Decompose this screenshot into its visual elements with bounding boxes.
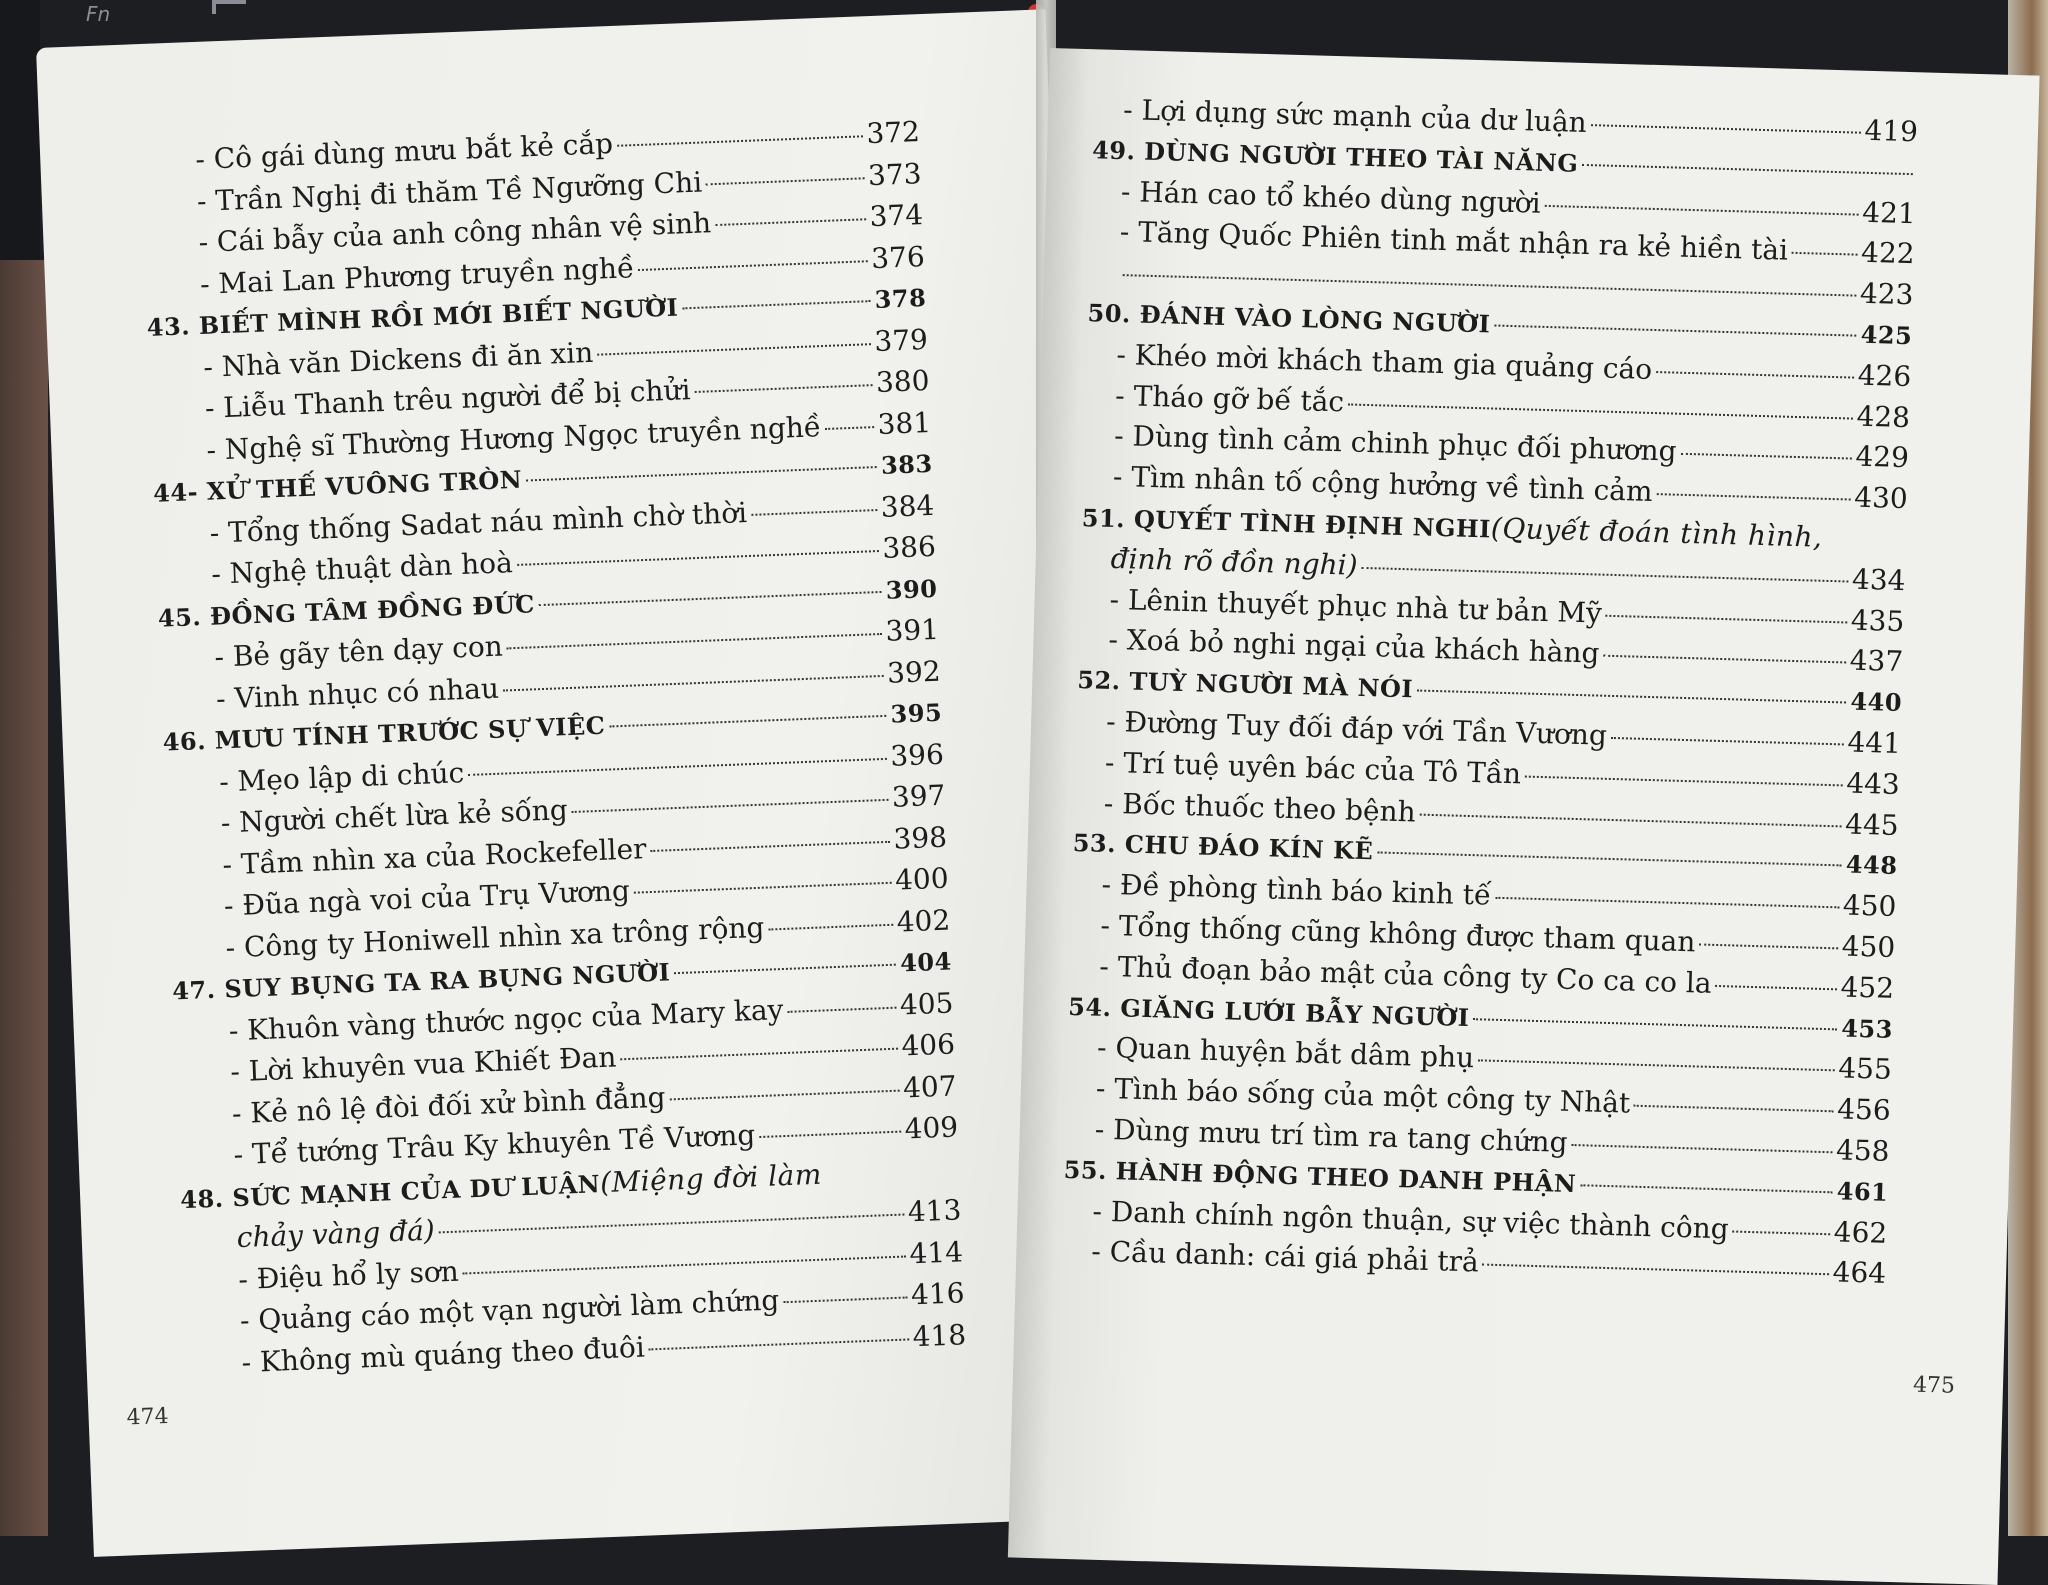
toc-page-number: 448 (1845, 849, 1898, 881)
toc-page-number: 455 (1837, 1051, 1893, 1087)
toc-entry-title: 44- XỬ THẾ VUÔNG TRÒN (152, 464, 523, 508)
windows-key-icon (212, 0, 246, 14)
toc-page-number: 405 (899, 986, 954, 1022)
toc-entry-title: 54. GIĂNG LƯỚI BẪY NGƯỜI (1067, 991, 1470, 1032)
toc-page-number: 464 (1832, 1255, 1887, 1291)
toc-dot-leader (715, 218, 866, 226)
keyboard-key-label: Fn (86, 2, 111, 26)
toc-dot-leader (1494, 325, 1856, 337)
toc-dot-leader (1361, 567, 1848, 583)
toc-dot-leader (1483, 1264, 1829, 1276)
toc-entry-title: - Dùng mưu trí tìm ra tang chứng (1094, 1112, 1568, 1159)
toc-page-number: 404 (899, 946, 953, 978)
toc-entry-title: 46. MƯU TÍNH TRƯỚC SỰ VIỆC (162, 710, 606, 757)
toc-dot-leader (783, 1296, 907, 1303)
desk-background (0, 0, 40, 300)
toc-dot-leader (1495, 897, 1839, 909)
right-page (1008, 48, 2040, 1585)
toc-entry-title: 51. QUYẾT TÌNH ĐỊNH NGHI (1081, 503, 1492, 544)
toc-entry-title: - Nghệ sĩ Thường Hương Ngọc truyền nghề (205, 409, 822, 467)
toc-dot-leader (597, 343, 870, 355)
toc-dot-leader (1545, 204, 1859, 215)
toc-page-number: 450 (1841, 929, 1896, 964)
toc-page-number: 461 (1836, 1176, 1889, 1207)
toc-entry-title: - Quan huyện bắt dâm phụ (1096, 1031, 1475, 1075)
toc-entry-title: - Cô gái dùng mưu bắt kẻ cắp (194, 126, 614, 176)
toc-page-number: 434 (1851, 562, 1906, 597)
toc-dot-leader (1715, 985, 1836, 990)
toc-entry-title: - Khéo mời khách tham gia quảng cáo (1116, 337, 1653, 386)
toc-dot-leader (1377, 852, 1842, 867)
toc-page-number: 426 (1857, 358, 1912, 393)
toc-entry-title: - Liễu Thanh trêu người để bị chửi (204, 373, 692, 425)
toc-entry-title: - Cái bẫy của anh công nhân vệ sinh (197, 206, 712, 259)
toc-page-number: 380 (875, 363, 931, 399)
toc-dot-leader (1571, 1144, 1832, 1153)
toc-page-number: 409 (904, 1110, 959, 1146)
toc-page-number: 374 (869, 198, 924, 234)
toc-page-number: 391 (884, 612, 940, 648)
toc-page-number: 450 (1842, 888, 1897, 924)
toc-entry-title: - Tháo gỡ bế tắc (1114, 378, 1345, 418)
toc-page-number: 441 (1847, 725, 1902, 761)
toc-dot-leader (1525, 775, 1842, 786)
toc-entry-title: - Hán cao tổ khéo dùng người (1120, 174, 1542, 220)
toc-dot-leader (1473, 1018, 1837, 1030)
toc-page-number: 381 (876, 405, 932, 441)
toc-entry-title: - Trần Nghị đi thăm Tề Ngưỡng Chi (196, 165, 703, 218)
toc-dot-leader (1348, 403, 1853, 419)
toc-page-number: 418 (912, 1317, 967, 1353)
toc-entry-title: - Tổng thống cũng không được tham quan (1100, 908, 1696, 959)
toc-page-number: 392 (886, 654, 942, 690)
toc-entry-title: 47. SUY BỤNG TA RA BỤNG NGƯỜI (171, 957, 671, 1006)
cloth-background (0, 260, 48, 1536)
toc-page-number: 414 (908, 1234, 964, 1270)
toc-page-number: 397 (891, 778, 946, 814)
toc-entry-title: - Quảng cáo một vạn người làm chứng (239, 1283, 780, 1338)
toc-page-number: 419 (1864, 113, 1919, 149)
toc-entry-title: - Tầm nhìn xa của Rockefeller (221, 831, 648, 881)
toc-page-number: 400 (894, 861, 950, 897)
toc-page-number: 458 (1835, 1133, 1890, 1168)
toc-entry-title: - Bẻ gãy tên dạy con (213, 629, 504, 674)
toc-page-number: 425 (1860, 319, 1913, 351)
toc-entry-title: - Tình báo sống của một công ty Nhật (1095, 1071, 1631, 1120)
toc-dot-leader (787, 1006, 896, 1012)
toc-page-number: 390 (885, 573, 938, 605)
toc-dot-leader (620, 1048, 897, 1061)
toc-dot-leader (526, 466, 877, 481)
toc-page-number: 440 (1850, 686, 1903, 718)
toc-entry-title: - Nghệ thuật dàn hoà (210, 546, 514, 591)
toc-dot-leader (669, 1089, 899, 1100)
toc-entry-title: 55. HÀNH ĐỘNG THEO DANH PHẬN (1063, 1154, 1577, 1198)
toc-entry-title: - Thủ đoạn bảo mật của công ty Co ca co la (1098, 949, 1713, 1000)
toc-entry-title: - Đũa ngà voi của Trụ Vương (223, 873, 631, 923)
toc-entry-title: 52. TUỲ NGƯỜI MÀ NÓI (1076, 665, 1414, 704)
toc-entry-title: - Tể tướng Trâu Ky khuyên Tề Vương (232, 1118, 756, 1172)
right-page-number: 475 (1912, 1372, 1956, 1399)
left-page-number: 474 (126, 1403, 170, 1431)
toc-page-number: 443 (1845, 766, 1901, 801)
toc-dot-leader (706, 177, 864, 185)
toc-page-number: 398 (892, 820, 948, 856)
toc-page-number: 437 (1849, 643, 1904, 679)
toc-dot-leader (463, 1255, 906, 1274)
toc-page-number: 395 (890, 697, 943, 729)
toc-entry-title: định rõ đồn nghi) (1110, 541, 1359, 582)
toc-entry-title: - Đường Tuy đối đáp với Tần Vương (1105, 704, 1608, 752)
toc-dot-leader (650, 840, 889, 851)
toc-dot-leader (517, 550, 879, 566)
toc-page-number: 384 (880, 488, 935, 524)
toc-entry-title: - Xoá bỏ nghi ngại của khách hàng (1108, 623, 1600, 670)
toc-dot-leader (634, 882, 891, 894)
toc-page-number: 373 (867, 156, 923, 192)
toc-entry-title: - Mẹo lập di chúc (218, 755, 465, 798)
toc-entry-title: - Nhà văn Dickens đi ăn xin (202, 335, 594, 384)
toc-page-number: 453 (1840, 1013, 1894, 1044)
toc-entry-title: 48. SỨC MẠNH CỦA DƯ LUẬN (179, 1168, 601, 1214)
toc-dot-leader (1603, 655, 1845, 664)
toc-page-number: 421 (1861, 195, 1917, 230)
toc-entry-title: - Không mù quáng theo đuôi (240, 1330, 646, 1379)
toc-dot-leader (439, 1214, 904, 1234)
toc-page-number: 383 (880, 448, 934, 480)
toc-entry-title: - Bốc thuốc theo bệnh (1103, 786, 1417, 829)
toc-dot-leader (468, 757, 886, 775)
toc-page-number: 378 (874, 283, 927, 314)
toc-dot-leader (751, 509, 877, 516)
toc-page-number: 372 (865, 115, 921, 151)
toc-entry-title: - Dùng tình cảm chinh phục đối phương (1113, 419, 1678, 469)
toc-dot-leader (617, 135, 863, 146)
toc-entry-title: 49. DÙNG NGƯỜI THEO TÀI NĂNG (1091, 135, 1579, 178)
toc-page-number: 379 (873, 322, 929, 358)
toc-dot-leader (649, 1338, 909, 1350)
toc-page-number: 435 (1850, 603, 1905, 638)
toc-page-number: 402 (896, 903, 951, 939)
toc-page-number: 416 (910, 1276, 966, 1312)
toc-entry-title: - Vinh nhục có nhau (215, 671, 500, 716)
toc-dot-leader (1699, 943, 1837, 949)
toc-dot-leader (1417, 690, 1846, 704)
toc-dot-leader (1634, 1105, 1833, 1113)
toc-entry-title: 43. BIẾT MÌNH RỒI MỚI BIẾT NGƯỜI (146, 292, 679, 342)
toc-page-number: 396 (889, 737, 945, 773)
toc-entry-title: - Lời khuyên vua Khiết Đan (229, 1040, 617, 1089)
toc-entry-title: - Người chết lừa kẻ sống (220, 793, 569, 840)
toc-page-number: 413 (907, 1193, 962, 1229)
toc-dot-leader (1656, 493, 1850, 500)
toc-entry-subtitle: (Quyết đoán tình hình, (1490, 511, 1823, 554)
left-page (36, 9, 1103, 1557)
toc-entry-title: - Đề phòng tình báo kinh tế (1101, 867, 1492, 912)
toc-dot-leader (1656, 371, 1854, 379)
toc-entry-title: - Điệu hổ ly sơn (237, 1254, 460, 1296)
toc-dot-leader (674, 964, 896, 975)
toc-page-number: 456 (1836, 1092, 1892, 1128)
toc-dot-leader (1733, 1230, 1830, 1235)
toc-dot-leader (825, 426, 874, 430)
toc-dot-leader (759, 1131, 901, 1138)
toc-dot-leader (1580, 1184, 1833, 1193)
toc-entry-title: - Lênin thuyết phục nhà tư bản Mỹ (1109, 582, 1603, 630)
toc-dot-leader (503, 674, 883, 691)
toc-entry-title: chảy vàng đá) (236, 1213, 436, 1255)
toc-page-number: 407 (902, 1068, 958, 1104)
toc-dot-leader (609, 715, 886, 728)
toc-entry-title: 50. ĐÁNH VÀO LÒNG NGƯỜI (1087, 298, 1491, 339)
toc-dot-leader (1478, 1060, 1834, 1072)
toc-dot-leader (1611, 737, 1844, 745)
toc-dot-leader (1582, 164, 1913, 175)
toc-entry-title: - Công ty Honiwell nhìn xa trông rộng (225, 910, 765, 964)
toc-entry-title: - Tổng thống Sadat náu mình chờ thời (209, 495, 748, 550)
toc-dot-leader (572, 799, 888, 813)
toc-entry-title: - Mai Lan Phương truyền nghề (199, 250, 635, 301)
toc-dot-leader (682, 300, 870, 309)
toc-dot-leader (507, 633, 882, 649)
toc-entry-title: 53. CHU ĐÁO KÍN KẼ (1072, 828, 1374, 866)
toc-page-number: 422 (1860, 236, 1916, 271)
toc-entry-title: - Cầu danh: cái giá phải trả (1090, 1235, 1480, 1279)
toc-page-number: 445 (1844, 807, 1900, 842)
toc-dot-leader (539, 590, 882, 605)
toc-page-number: 386 (881, 529, 937, 565)
toc-dot-leader (1591, 124, 1861, 134)
toc-entry-title: - Trí tuệ uyên bác của Tô Tần (1104, 745, 1522, 791)
toc-entry-title: 45. ĐỒNG TÂM ĐỒNG ĐỨC (157, 588, 536, 633)
toc-page-number: 462 (1833, 1214, 1888, 1250)
toc-page-number: 406 (900, 1027, 956, 1063)
toc-entry-title: - Khuôn vàng thước ngọc của Mary kay (228, 992, 784, 1047)
toc-entry-title: - Tăng Quốc Phiên tinh mắt nhận ra kẻ hiền tài (1119, 215, 1789, 268)
toc-entry-title: - Tìm nhân tố cộng hưởng về tình cảm (1112, 460, 1653, 509)
toc-page-number: 376 (870, 239, 926, 275)
toc-dot-leader (1681, 453, 1852, 460)
toc-page-number: 423 (1859, 276, 1914, 312)
toc-page-number: 452 (1840, 970, 1895, 1005)
toc-dot-leader (1420, 813, 1842, 827)
toc-entry-title: - Danh chính ngôn thuận, sự việc thành công (1092, 1194, 1730, 1245)
toc-dot-leader (768, 923, 893, 930)
toc-dot-leader (1792, 252, 1857, 256)
toc-entry-title: - Lợi dụng sức mạnh của dư luận (1122, 93, 1588, 140)
toc-entry-subtitle: (Miệng đời làm (599, 1157, 823, 1199)
toc-page-number: 428 (1856, 399, 1911, 434)
toc-entry-title: - Kẻ nô lệ đòi đối xử bình đẳng (231, 1080, 667, 1130)
toc-page-number: 429 (1854, 440, 1910, 475)
toc-page-number: 430 (1853, 480, 1909, 516)
toc-dot-leader (638, 260, 867, 271)
toc-dot-leader (1606, 614, 1847, 623)
toc-dot-leader (1123, 274, 1856, 296)
toc-dot-leader (694, 384, 872, 393)
